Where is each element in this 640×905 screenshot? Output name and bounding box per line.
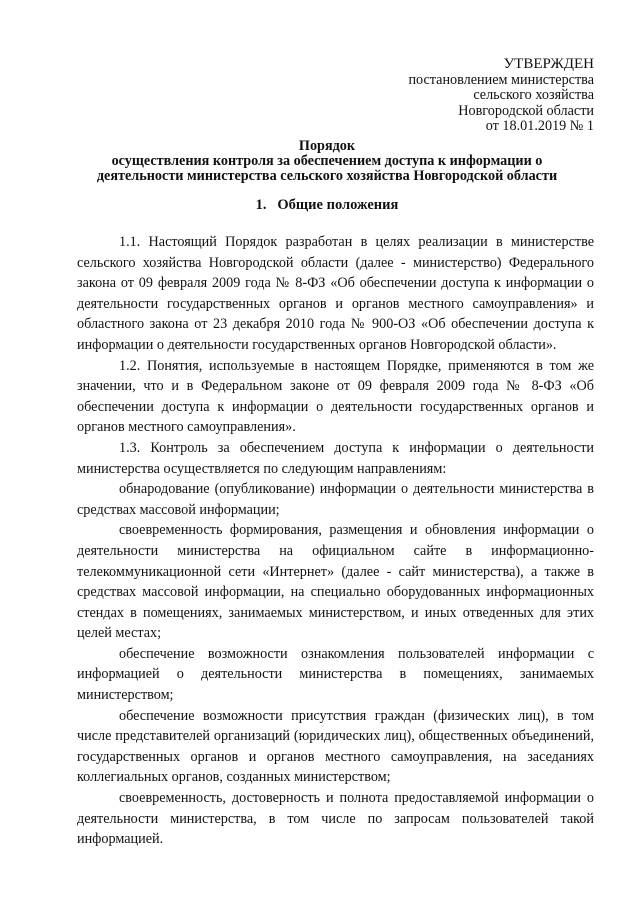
paragraph: 1.3. Контроль за обеспечением доступа к информации о деятельности министерства осуществляется по следующим направлениям:	[77, 439, 594, 477]
approval-line: сельского хозяйства	[473, 87, 594, 104]
list-paragraph: своевременность, достоверность и полнота предоставляемой информации о деятельности министерства, в том числе по запросам пользователей такой информацией.	[77, 790, 594, 848]
approval-line: постановлением министерства	[408, 71, 594, 88]
list-paragraph: обнародование (опубликование) информации о деятельности министерства в средствах массовой информации;	[77, 481, 594, 518]
document-body	[77, 232, 594, 850]
list-paragraph: своевременность формирования, размещения и обновления информации о деятельности министерства на официальном сайте в информационно-телекоммуникационной сети «Интернет» (далее - сайт министерства), а также в средствах массовой информации, на специально оборудованных информационных стендах в помещениях, занимаемых министерством, и иных отведенных для этих целей местах;	[77, 522, 594, 642]
section-heading	[60, 197, 594, 214]
heading-line: осуществления контроля за обеспечением доступа к информации о	[111, 152, 543, 169]
paragraph: 1.1. Настоящий Порядок разработан в целях реализации в министерстве сельского хозяйства Новгородской области (далее - министерство) Федерального закона от 09 февраля 2009 года № 8-ФЗ «Об обеспечении доступа к информации о деятельности государственных органов и органов местного самоуправления» и областного закона от 23 декабря 2010 года № 900-ОЗ «Об обеспечении доступа к информации о деятельности государственных органов Новгородской области».	[77, 234, 594, 353]
heading-title: Порядок	[298, 138, 356, 154]
section-title: Общие положения	[277, 197, 399, 213]
list-paragraph: обеспечение возможности ознакомления пользователей информации с информацией о деятельности министерства в помещениях, занимаемых министерством;	[77, 645, 594, 704]
document-heading	[60, 139, 594, 183]
heading-line: деятельности министерства сельского хозяйства Новгородской области	[96, 167, 558, 184]
approval-title: УТВЕРЖДЕН	[503, 56, 594, 72]
approval-line: Новгородской области	[458, 102, 594, 119]
approval-block	[408, 57, 594, 135]
section-number: 1.	[255, 197, 267, 213]
approval-date: от 18.01.2019 № 1	[485, 118, 594, 135]
list-paragraph: обеспечение возможности присутствия граждан (физических лиц), в том числе представителей организаций (юридических лиц), общественных объединений, государственных органов и органов местного самоуправления, на заседаниях коллегиальных органов, созданных министерством;	[77, 707, 594, 786]
paragraph: 1.2. Понятия, используемые в настоящем Порядке, применяются в том же значении, что и в Федеральном законе от 09 февраля 2009 года № 8-ФЗ «Об обеспечении доступа к информации о деятельности государственных органов и органов местного самоуправления».	[77, 357, 594, 436]
